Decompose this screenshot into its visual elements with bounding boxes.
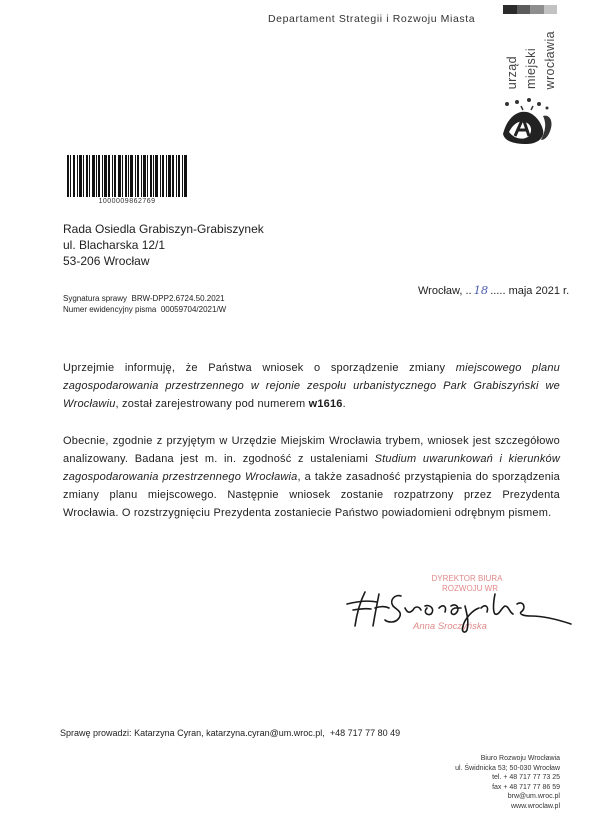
case-number-label: Sygnatura sprawy <box>63 294 128 303</box>
office-line: Biuro Rozwoju Wrocławia <box>480 755 560 762</box>
logo-word: urząd <box>505 55 519 89</box>
date-leader: .. <box>465 285 472 297</box>
logo-bar <box>517 5 531 14</box>
recipient-line: 53-206 Wrocław <box>63 254 150 268</box>
department-name: Departament Strategii i Rozwoju Miasta <box>268 13 476 25</box>
body-paragraph-2: Obecnie, zgodnie z przyjętym w Urzędzie Miejskim Wrocławia trybem, wniosek jest szczegółowo analizowany. Badana jest m. in. zgodność z ustaleniami Studium uwarunkowań i kierunków zagospodarowania przestrzennego Wrocławia, a także zasadność przystąpienia do sporządzenia zmiany planu miejscowego. Następnie wniosek zostanie rozpatrzony przez Prezydenta Wrocławia. O rozstrzygnięciu Prezydenta zostaniecie Państwo powiadomieni odrębnym pismem. <box>63 435 561 519</box>
registry-number-value: 00059704/2021/W <box>160 305 227 314</box>
case-handler: Sprawę prowadzi: Katarzyna Cyran, katarzyna.cyran@um.wroc.pl, +48 717 77 80 49 <box>60 728 401 738</box>
barcode-number: 1000009862769 <box>98 198 156 205</box>
stamp-office: ROZWOJU WR <box>442 584 498 593</box>
stamp-signatory: Anna Sroczyńska <box>413 621 487 632</box>
office-line: fax + 48 717 77 86 59 <box>492 783 560 791</box>
handler-label: Sprawę prowadzi: <box>60 728 132 738</box>
office-line: www.wroclaw.pl <box>510 802 560 810</box>
logo-bar <box>544 5 558 14</box>
date-suffix: ..... maja 2021 r. <box>490 285 570 297</box>
logo-word: miejski <box>524 48 538 89</box>
body-paragraph-1: Uprzejmie informuję, że Państwa wniosek o sporządzenie zmiany miejscowego planu zagospodarowania przestrzennego w rejonie zespołu urbanistycznego Park Grabiszyński we Wrocławiu, został zarejestrowany pod numerem w1616. <box>63 362 560 410</box>
handler-phone: +48 717 77 80 49 <box>329 728 401 738</box>
study-title: Studium uwarunkowań i kierunków zagospodarowania przestrzennego Wrocławia <box>63 453 560 483</box>
office-contact <box>420 754 560 812</box>
case-references <box>63 293 226 315</box>
handler-name: Katarzyna Cyran <box>134 728 202 738</box>
letter-date <box>418 283 569 297</box>
recipient-line: Rada Osiedla Grabiszyn-Grabiszynek <box>63 222 264 236</box>
registry-number-label: Numer ewidencyjny pisma <box>63 305 157 314</box>
logo-word: wrocławia <box>543 30 557 89</box>
office-line: brw@um.wroc.pl <box>507 793 560 801</box>
office-line: tel. + 48 717 77 73 25 <box>492 774 560 782</box>
registration-number: w1616 <box>308 398 343 410</box>
stamp-title: DYREKTOR BIURA <box>431 574 503 583</box>
recipient-address <box>63 221 264 269</box>
handler-email: katarzyna.cyran@um.wroc.pl <box>206 728 323 738</box>
logo-color-bars <box>503 5 557 14</box>
logo-bar <box>530 5 544 14</box>
office-line: ul. Świdnicka 53; 50-030 Wrocław <box>455 764 560 772</box>
logo-bar <box>503 5 517 14</box>
document-barcode <box>67 155 187 197</box>
case-number-value: BRW-DPP2.6724.50.2021 <box>131 294 225 303</box>
date-prefix: Wrocław, <box>418 285 466 297</box>
recipient-line: ul. Blacharska 12/1 <box>63 238 166 252</box>
date-day-handwritten: 18 <box>473 283 489 297</box>
city-hall-logo <box>503 5 557 89</box>
wroclaw-emblem-icon <box>497 96 557 148</box>
plan-title: miejscowego planu zagospodarowania przestrzennego w rejonie zespołu urbanistycznego Park Grabiszyński we Wrocławiu <box>63 362 560 410</box>
handwritten-signature <box>345 586 575 636</box>
